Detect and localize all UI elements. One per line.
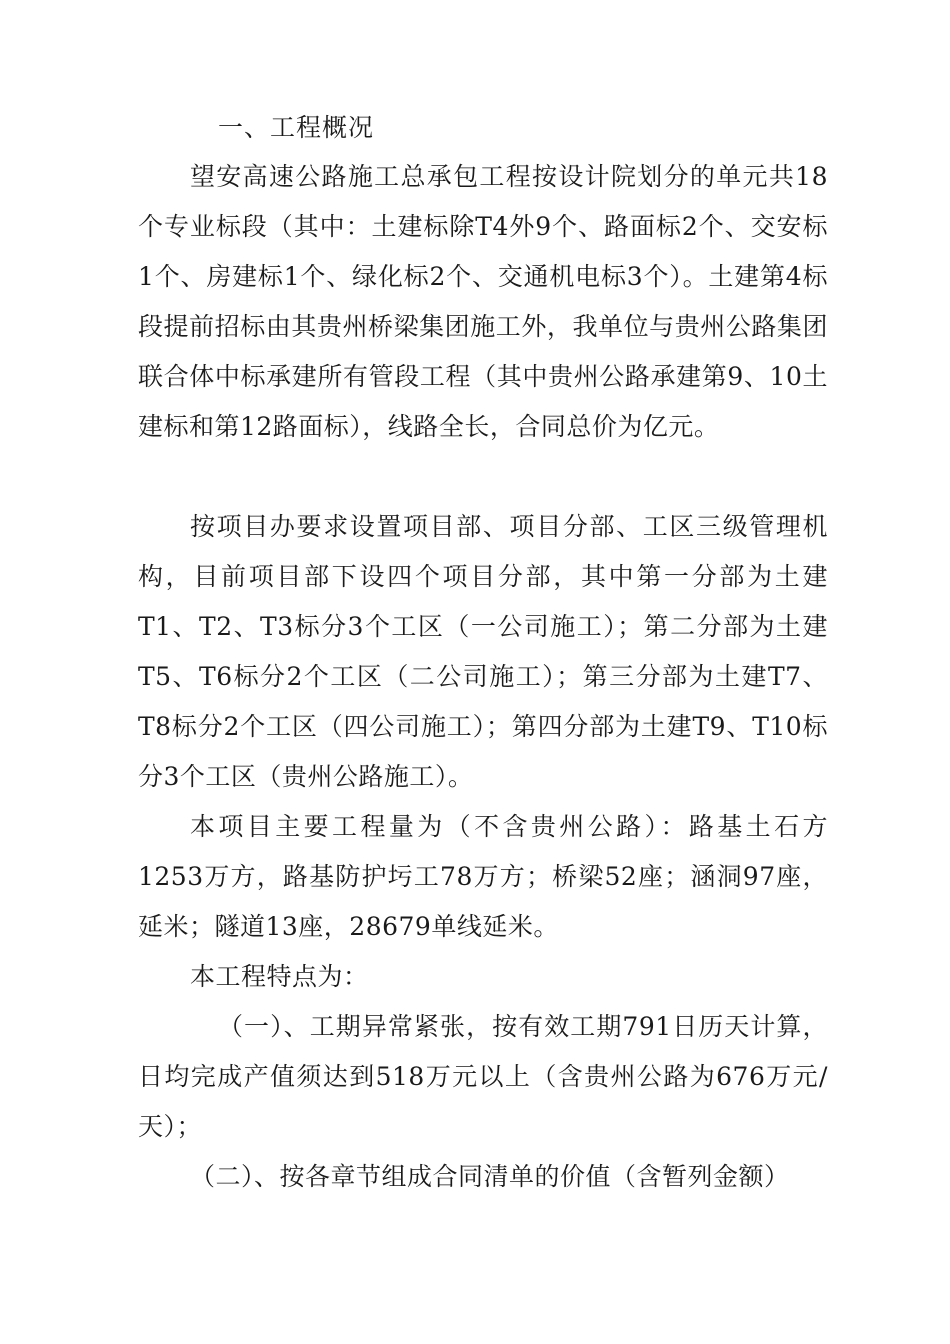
paragraph-feature-1: （一）、工期异常紧张，按有效工期791日历天计算，日均完成产值须达到518万元以上（含贵州公路为676万元/天）； xyxy=(138,1012,828,1141)
paragraph-main-quantities: 本项目主要工程量为（不含贵州公路）：路基土石方1253万方，路基防护圬工78万方；桥梁52座；涵洞97座，延米；隧道13座，28679单线延米。 xyxy=(138,812,828,941)
paragraph-features-intro: 本工程特点为： xyxy=(190,962,369,991)
paragraph-feature-2: （二）、按各章节组成合同清单的价值（含暂列金额） xyxy=(190,1162,790,1191)
paragraph-project-overview: 望安高速公路施工总承包工程按设计院划分的单元共18个专业标段（其中：土建标除T4外9个、路面标2个、交安标1个、房建标1个、绿化标2个、交通机电标3个）。土建第4标段提前招标由其贵州桥梁集团施工外，我单位与贵州公路集团联合体中标承建所有管段工程（其中贵州公路承建第9、10土建标和第12路面标），线路全长，合同总价为亿元。 xyxy=(138,162,828,441)
section-heading: 一、工程概况 xyxy=(218,113,375,142)
paragraph-management-structure: 按项目办要求设置项目部、项目分部、工区三级管理机构，目前项目部下设四个项目分部，其中第一分部为土建T1、T2、T3标分3个工区（一公司施工）；第二分部为土建T5、T6标分2个工区（二公司施工）；第三分部为土建T7、T8标分2个工区（四公司施工）；第四分部为土建T9、T10标分3个工区（贵州公路施工）。 xyxy=(138,512,828,791)
